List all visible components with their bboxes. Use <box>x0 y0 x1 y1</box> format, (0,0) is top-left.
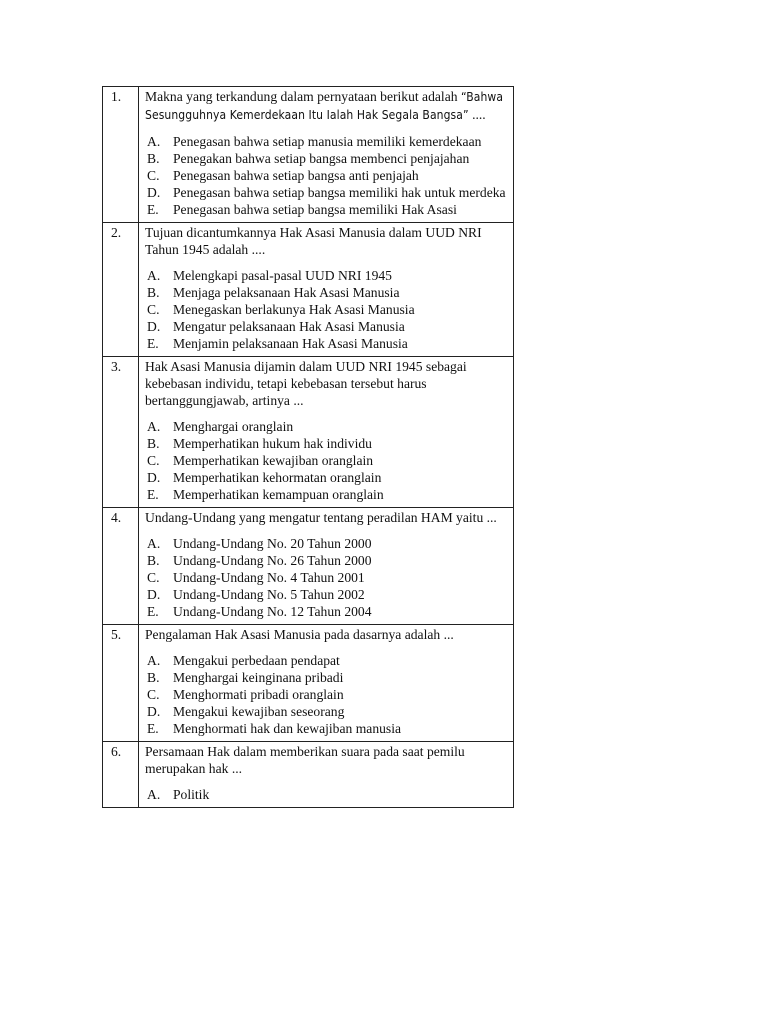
question-row-3 <box>103 357 514 508</box>
option-text: Menjaga pelaksanaan Hak Asasi Manusia <box>173 285 400 300</box>
option-letter: D. <box>147 587 161 602</box>
option-item[interactable] <box>145 720 509 737</box>
option-letter: C. <box>147 453 160 468</box>
option-letter: C. <box>147 687 160 702</box>
question-row-6 <box>103 742 514 808</box>
question-cell <box>139 625 514 742</box>
question-text-part: .... <box>468 107 486 122</box>
question-text: Hak Asasi Manusia dijamin dalam UUD NRI 1945 sebagai kebebasan individu, tetapi kebebasan tersebut harus bertanggungjawab, artinya ... <box>145 359 467 408</box>
option-item[interactable] <box>145 318 509 335</box>
option-item[interactable] <box>145 267 509 284</box>
option-text: Menghormati pribadi oranglain <box>173 687 344 702</box>
option-letter: B. <box>147 553 160 568</box>
option-text: Penegasan bahwa setiap bangsa memiliki Hak Asasi <box>173 202 457 217</box>
option-item[interactable] <box>145 184 509 201</box>
option-letter: C. <box>147 570 160 585</box>
option-item[interactable] <box>145 284 509 301</box>
option-letter: A. <box>147 134 161 149</box>
cell-spacer <box>145 218 509 222</box>
option-letter: B. <box>147 151 160 166</box>
option-list <box>145 535 509 620</box>
option-letter: C. <box>147 168 160 183</box>
option-letter: A. <box>147 419 161 434</box>
option-letter: E. <box>147 487 159 502</box>
cell-spacer <box>145 803 509 807</box>
question-number: 6. <box>103 742 139 808</box>
option-item[interactable] <box>145 586 509 603</box>
question-cell <box>139 87 514 223</box>
quoted-statement: “Bahwa Sesungguhnya Kemerdekaan Itu Ialah Hak Segala Bangsa” <box>145 90 504 122</box>
option-text: Politik <box>173 787 210 802</box>
option-text: Memperhatikan kehormatan oranglain <box>173 470 382 485</box>
option-item[interactable] <box>145 133 509 150</box>
option-text: Menghormati hak dan kewajiban manusia <box>173 721 402 736</box>
option-item[interactable] <box>145 201 509 218</box>
question-cell <box>139 357 514 508</box>
option-text: Penegasan bahwa setiap bangsa anti penjajah <box>173 168 419 183</box>
question-cell <box>139 508 514 625</box>
option-text: Memperhatikan kewajiban oranglain <box>173 453 374 468</box>
question-text: Persamaan Hak dalam memberikan suara pada saat pemilu merupakan hak ... <box>145 744 465 776</box>
option-text: Menegaskan berlakunya Hak Asasi Manusia <box>173 302 415 317</box>
question-cell <box>139 742 514 808</box>
question-cell <box>139 223 514 357</box>
option-text: Penegakan bahwa setiap bangsa membenci penjajahan <box>173 151 470 166</box>
option-text: Undang-Undang No. 20 Tahun 2000 <box>173 536 372 551</box>
option-letter: D. <box>147 470 161 485</box>
option-item[interactable] <box>145 435 509 452</box>
option-letter: A. <box>147 787 161 802</box>
option-list <box>145 418 509 503</box>
option-list <box>145 267 509 352</box>
question-number: 4. <box>103 508 139 625</box>
option-letter: E. <box>147 336 159 351</box>
question-table <box>102 86 514 808</box>
question-number: 1. <box>103 87 139 223</box>
option-letter: A. <box>147 268 161 283</box>
option-text: Menjamin pelaksanaan Hak Asasi Manusia <box>173 336 408 351</box>
option-item[interactable] <box>145 786 509 803</box>
question-text: Tujuan dicantumkannya Hak Asasi Manusia dalam UUD NRI Tahun 1945 adalah .... <box>145 225 482 257</box>
option-item[interactable] <box>145 686 509 703</box>
question-row-4 <box>103 508 514 625</box>
option-text: Penegasan bahwa setiap manusia memiliki kemerdekaan <box>173 134 482 149</box>
option-letter: D. <box>147 185 161 200</box>
option-list <box>145 786 509 803</box>
question-text: Pengalaman Hak Asasi Manusia pada dasarnya adalah ... <box>145 627 454 642</box>
question-number: 5. <box>103 625 139 742</box>
option-item[interactable] <box>145 301 509 318</box>
option-text: Menghargai keinginana pribadi <box>173 670 344 685</box>
question-text-part: Makna yang terkandung dalam pernyataan berikut adalah <box>145 89 461 104</box>
option-item[interactable] <box>145 486 509 503</box>
option-text: Undang-Undang No. 12 Tahun 2004 <box>173 604 372 619</box>
question-row-1 <box>103 87 514 223</box>
option-text: Memperhatikan hukum hak individu <box>173 436 372 451</box>
option-text: Memperhatikan kemampuan oranglain <box>173 487 384 502</box>
option-text: Penegasan bahwa setiap bangsa memiliki hak untuk merdeka <box>173 185 506 200</box>
option-item[interactable] <box>145 335 509 352</box>
option-text: Mengakui kewajiban seseorang <box>173 704 345 719</box>
option-letter: B. <box>147 670 160 685</box>
option-item[interactable] <box>145 552 509 569</box>
option-letter: B. <box>147 285 160 300</box>
option-list <box>145 133 509 218</box>
question-row-2 <box>103 223 514 357</box>
question-text: Undang-Undang yang mengatur tentang peradilan HAM yaitu ... <box>145 510 497 525</box>
option-item[interactable] <box>145 703 509 720</box>
option-item[interactable] <box>145 418 509 435</box>
option-item[interactable] <box>145 150 509 167</box>
cell-spacer <box>145 620 509 624</box>
option-text: Melengkapi pasal-pasal UUD NRI 1945 <box>173 268 392 283</box>
option-letter: C. <box>147 302 160 317</box>
option-item[interactable] <box>145 652 509 669</box>
option-list <box>145 652 509 737</box>
option-text: Menghargai oranglain <box>173 419 294 434</box>
cell-spacer <box>145 503 509 507</box>
option-letter: E. <box>147 721 159 736</box>
option-letter: D. <box>147 319 161 334</box>
option-item[interactable] <box>145 535 509 552</box>
cell-spacer <box>145 737 509 741</box>
option-letter: B. <box>147 436 160 451</box>
option-text: Mengatur pelaksanaan Hak Asasi Manusia <box>173 319 405 334</box>
option-text: Mengakui perbedaan pendapat <box>173 653 340 668</box>
option-item[interactable] <box>145 167 509 184</box>
option-letter: D. <box>147 704 161 719</box>
option-item[interactable] <box>145 469 509 486</box>
question-row-5 <box>103 625 514 742</box>
question-text <box>145 88 509 124</box>
option-letter: A. <box>147 536 161 551</box>
cell-spacer <box>145 352 509 356</box>
option-letter: A. <box>147 653 161 668</box>
option-item[interactable] <box>145 452 509 469</box>
question-number: 3. <box>103 357 139 508</box>
option-letter: E. <box>147 202 159 217</box>
option-text: Undang-Undang No. 4 Tahun 2001 <box>173 570 365 585</box>
option-item[interactable] <box>145 669 509 686</box>
question-number: 2. <box>103 223 139 357</box>
option-text: Undang-Undang No. 26 Tahun 2000 <box>173 553 372 568</box>
option-item[interactable] <box>145 569 509 586</box>
option-item[interactable] <box>145 603 509 620</box>
option-letter: E. <box>147 604 159 619</box>
option-text: Undang-Undang No. 5 Tahun 2002 <box>173 587 365 602</box>
